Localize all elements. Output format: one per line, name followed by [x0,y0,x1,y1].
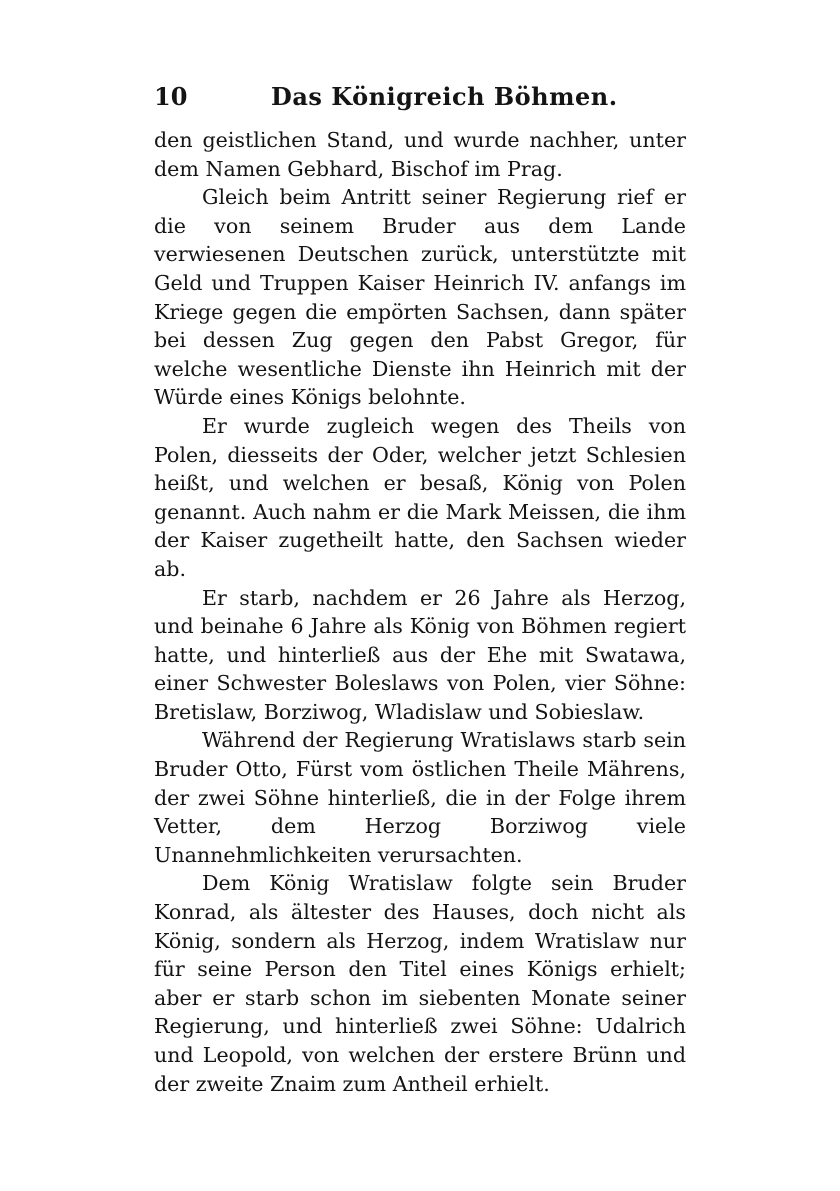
running-title: Das Königreich Böhmen. [271,82,618,111]
paragraph: Er starb, nachdem er 26 Jahre als Herzog, und beinahe 6 Jahre als König von Böhmen regiert hatte, und hinterließ aus der Ehe mit Swatawa, einer Schwester Boleslaws von Polen, vier Söhne: Bretislaw, Borziwog, Wladislaw und Sobieslaw. [154,585,686,724]
paragraph: Dem König Wratislaw folgte sein Bruder Konrad, als ältester des Hauses, doch nicht als König, sondern als Herzog, indem Wratislaw nur für seine Person den Titel eines Königs erhielt; aber er starb schon im siebenten Monate seiner Regierung, und hinterließ zwei Söhne: Udalrich und Leopold, von welchen der erstere Brünn und der zweite Znaim zum Antheil erhielt. [154,871,686,1096]
page-body-text [154,126,686,1098]
paragraph: Gleich beim Antritt seiner Regierung rief er die von seinem Bruder aus dem Lande verwiesenen Deutschen zurück, unterstützte mit Geld und Truppen Kaiser Heinrich IV. anfangs im Kriege gegen die empörten Sachsen, dann später bei dessen Zug gegen den Pabst Gregor, für welche wesentliche Dienste ihn Heinrich mit der Würde eines Königs belohnte. [154,185,686,410]
paragraph: Er wurde zugleich wegen des Theils von Polen, diesseits der Oder, welcher jetzt Schlesien heißt, und welchen er besaß, König von Polen genannt. Auch nahm er die Mark Meissen, die ihm der Kaiser zugetheilt hatte, den Sachsen wieder ab. [154,413,686,581]
paragraph: Während der Regierung Wratislaws starb sein Bruder Otto, Fürst vom östlichen Theile Mährens, der zwei Söhne hinterließ, die in der Folge ihrem Vetter, dem Herzog Borziwog viele Unannehmlichkeiten verursachten. [154,728,686,867]
page-header [154,82,686,122]
paragraph-continuation: den geistlichen Stand, und wurde nachher, unter dem Namen Gebhard, Bischof im Prag. [154,128,686,181]
page-number: 10 [154,82,188,111]
